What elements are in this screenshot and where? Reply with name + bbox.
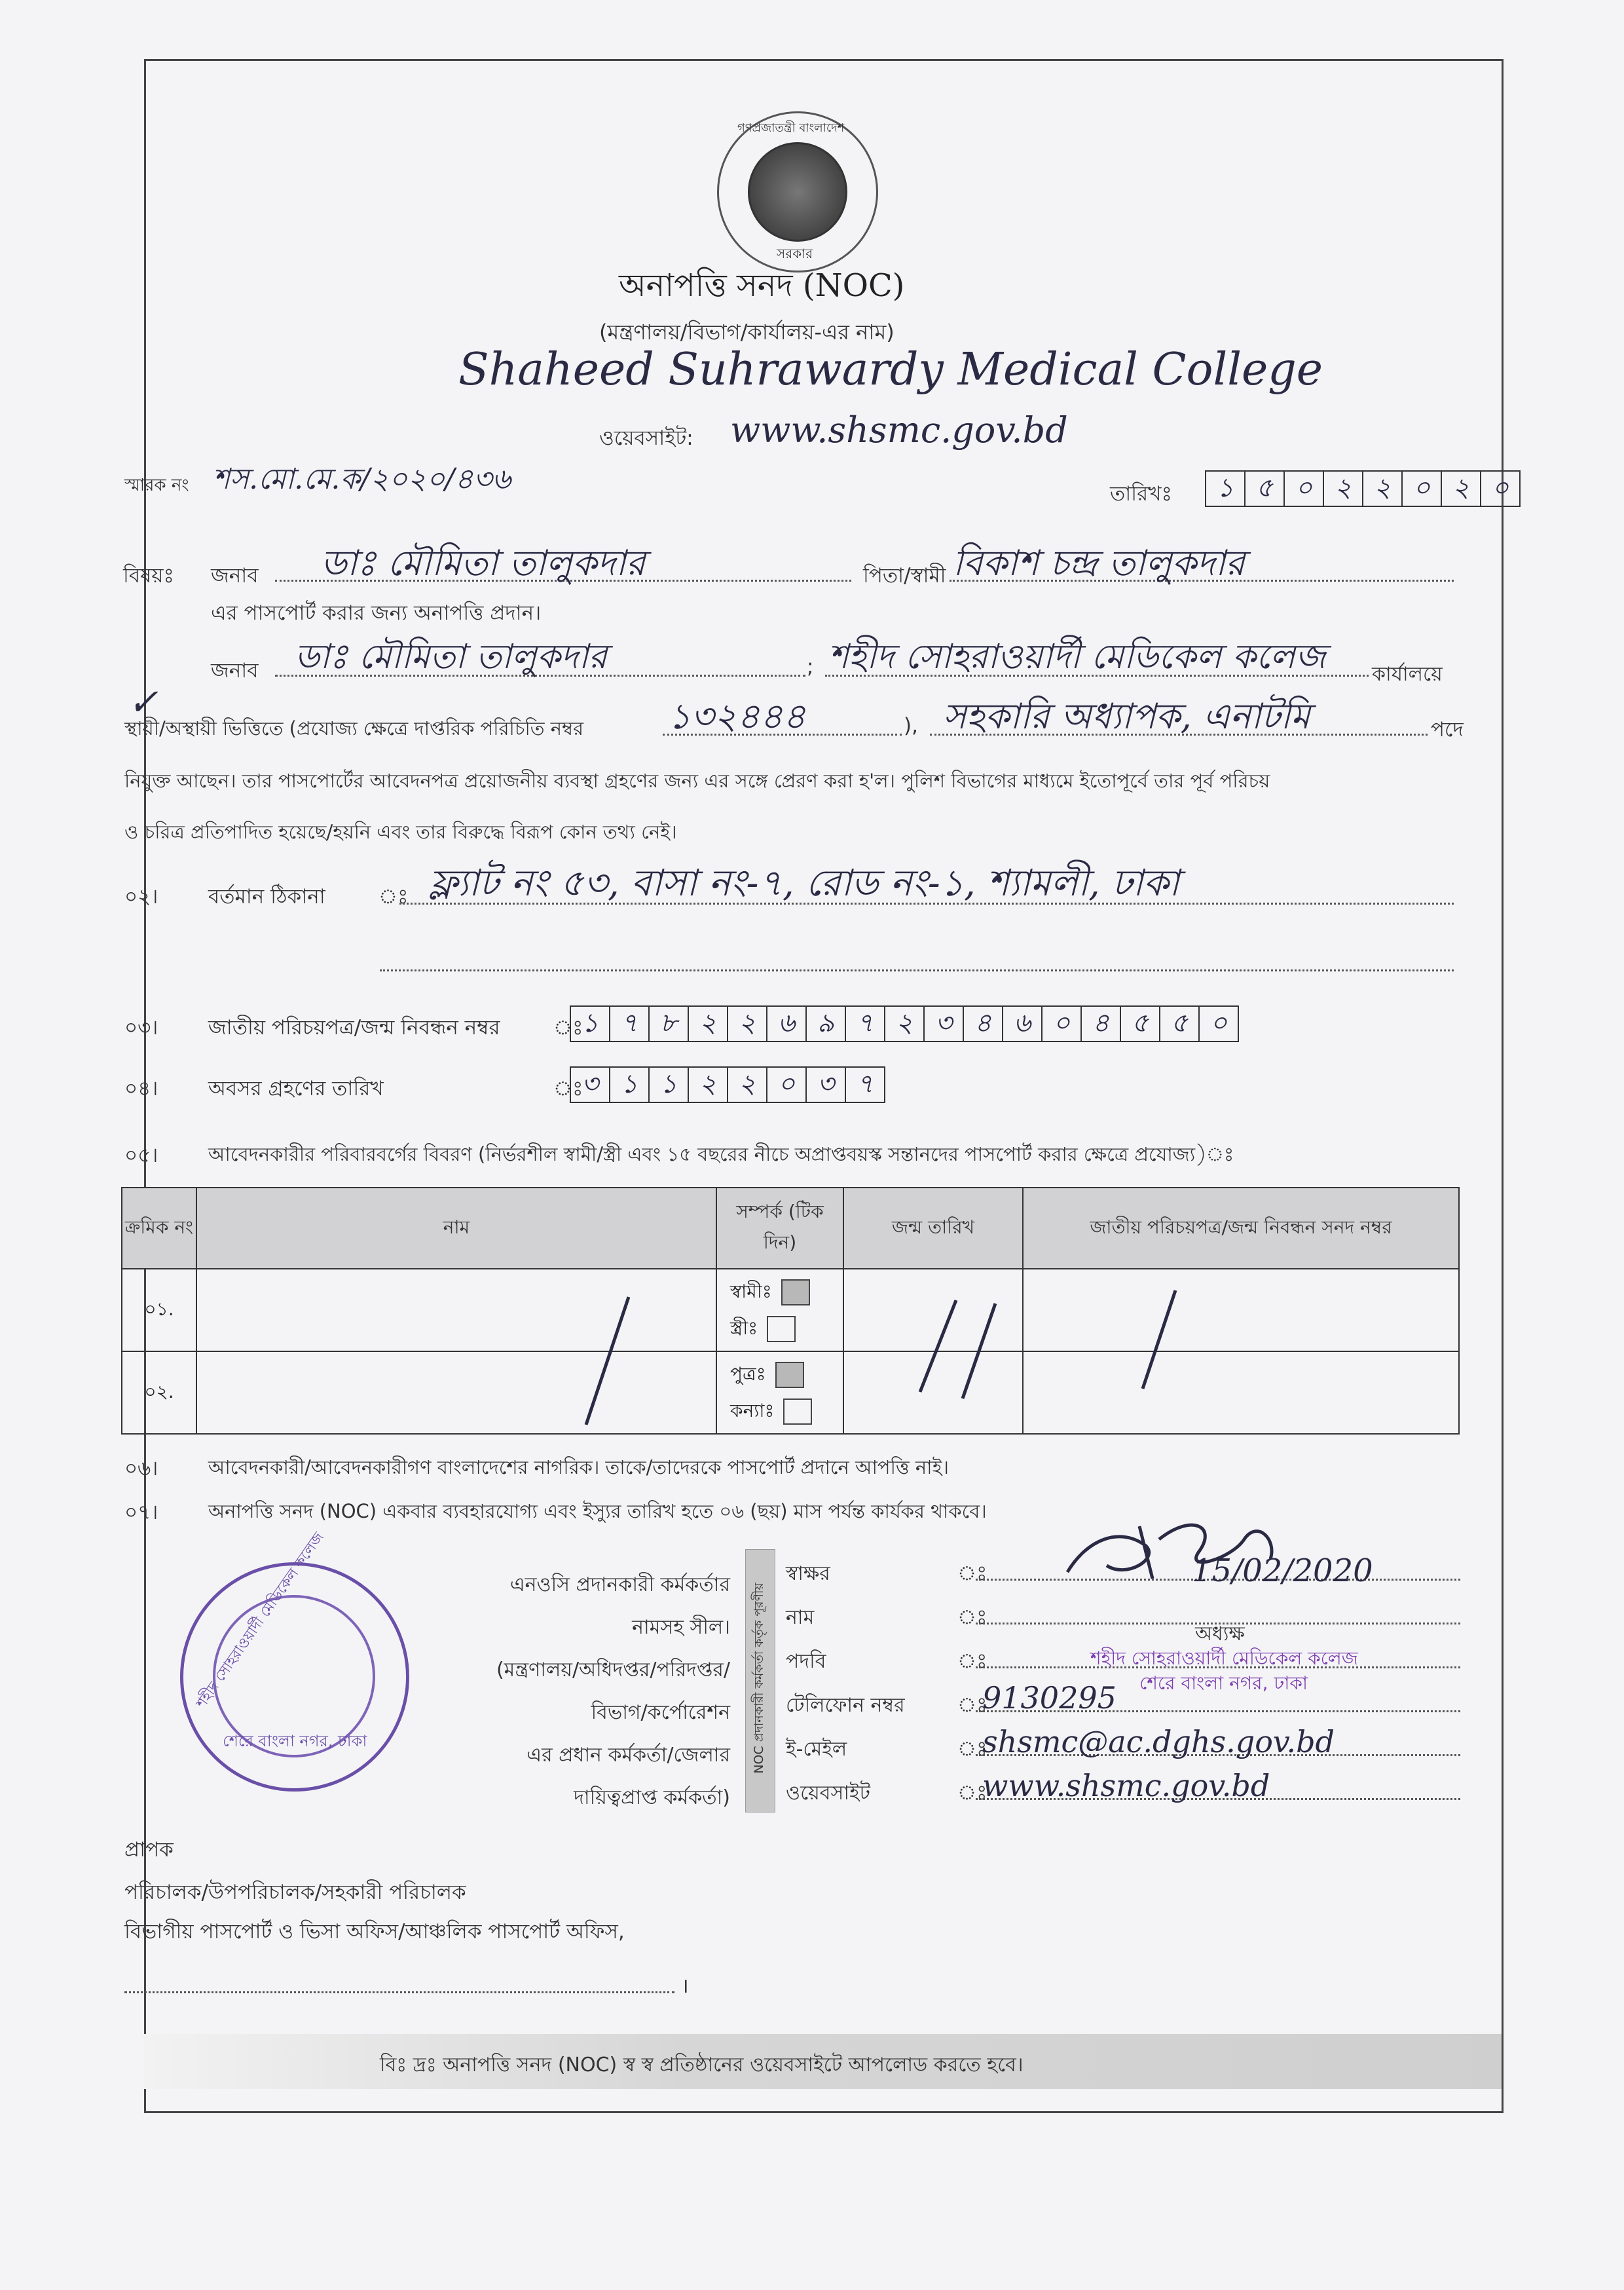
memo-number: শস.মো.মে.ক/২০২০/৪৩৬ bbox=[213, 462, 511, 496]
th-dob: জন্ম তারিখ bbox=[843, 1188, 1023, 1269]
item02-colon: ঃ bbox=[378, 885, 409, 909]
date-digit: ২ bbox=[1324, 472, 1363, 506]
date-digit: ০ bbox=[1491, 472, 1509, 503]
item04-colon: ঃ bbox=[553, 1077, 583, 1100]
item03-num: ০৩। bbox=[124, 1016, 158, 1040]
nid-digit: ৪ bbox=[964, 1007, 1003, 1041]
date-digit: ০ bbox=[1403, 472, 1442, 506]
father-name: বিকাশ চন্দ্র তালুকদার bbox=[953, 542, 1245, 584]
nid-digit: ২ bbox=[689, 1007, 728, 1041]
item02-label: বর্তমান ঠিকানা bbox=[208, 885, 325, 909]
officer-caption-line: বিভাগ/কর্পোরেশন bbox=[591, 1701, 730, 1724]
seal-outer-text: শহীদ সোহরাওয়ার্দী মেডিকেল কলেজ bbox=[193, 1529, 327, 1712]
retire-digit: ৭ bbox=[856, 1068, 874, 1099]
body-line-c: ও চরিত্র প্রতিপাদিত হয়েছে/হয়নি এবং তার বিরুদ্ধে বিরূপ কোন তথ্য নেই। bbox=[124, 821, 677, 843]
nid-digit: ৯ bbox=[807, 1007, 846, 1041]
nid-digit: ৬ bbox=[1003, 1007, 1043, 1041]
officer-caption-line: এনওসি প্রদানকারী কর্মকর্তার bbox=[509, 1573, 730, 1596]
item06-num: ০৬। bbox=[124, 1457, 158, 1480]
officer-field-label: পদবি bbox=[786, 1650, 826, 1673]
item06-text: আবেদনকারী/আবেদনকারীগণ বাংলাদেশের নাগরিক। তাকে/তাদেরকে পাসপোর্ট প্রদানে আপত্তি নাই। bbox=[208, 1456, 950, 1478]
date-label: তারিখঃ bbox=[1110, 482, 1173, 506]
nid-digit: ৭ bbox=[610, 1007, 650, 1041]
vertical-band-text: NOC প্রদানকারী কর্মকর্তা কর্তৃক পূরণীয় bbox=[752, 1583, 766, 1774]
recipient-line1: পরিচালক/উপপরিচালক/সহকারী পরিচালক bbox=[124, 1881, 466, 1904]
stamp-line-2: শেরে বাংলা নগর, ঢাকা bbox=[1139, 1672, 1308, 1694]
nid-digit: ০ bbox=[1209, 1007, 1227, 1038]
organization-name: Shaheed Suhrawardy Medical College bbox=[458, 344, 1323, 396]
address-value: ফ্ল্যাট নং ৫৩, বাসা নং-৭, রোড নং-১, শ্যামলী, ঢাকা bbox=[429, 862, 1179, 905]
recipient-line3-end: । bbox=[681, 1974, 689, 1998]
officer-field-label: ই-মেইল bbox=[786, 1738, 847, 1761]
date-digit: ১ bbox=[1206, 472, 1246, 506]
nid-digit: ৪ bbox=[1082, 1007, 1121, 1041]
body-line-b: নিযুক্ত আছেন। তার পাসপোর্টের আবেদনপত্র প্রয়োজনীয় ব্যবস্থা গ্রহণের জন্য এর সঙ্গে প্রেরণ করা হ'ল। পুলিশ বিভাগের মাধ্যমে ইতোপূর্বে তার পূর্ব পরিচয় bbox=[124, 770, 1270, 792]
officer-caption-line: নামসহ সীল। bbox=[632, 1616, 730, 1639]
item04-label: অবসর গ্রহণের তারিখ bbox=[208, 1077, 384, 1100]
officer-field-value: 9130295 bbox=[982, 1680, 1116, 1716]
officer-field-label: টেলিফোন নম্বর bbox=[786, 1694, 905, 1717]
recipient-label: প্রাপক bbox=[124, 1838, 174, 1862]
item04-num: ০৪। bbox=[124, 1077, 158, 1100]
officer-field-label: নাম bbox=[786, 1606, 815, 1629]
officer-field-colon: ঃ bbox=[957, 1781, 987, 1805]
th-nid: জাতীয় পরিচয়পত্র/জন্ম নিবন্ধন সনদ নম্বর bbox=[1023, 1188, 1459, 1269]
nid-digit: ৫ bbox=[1160, 1007, 1200, 1041]
applicant-name-2: ডাঃ মৌমিতা তালুকদার bbox=[295, 637, 608, 677]
officer-field-colon: ঃ bbox=[957, 1562, 987, 1585]
row2-serial: ০২. bbox=[122, 1351, 196, 1434]
item05-text: আবেদনকারীর পরিবারবর্গের বিবরণ (নির্ভরশীল স্বামী/স্ত্রী এবং ১৫ বছরের নীচে অপ্রাপ্তবয়স্ক সন্তানদের পাসপোর্ট করার ক্ষেত্রে প্রযোজ্য)ঃ bbox=[208, 1143, 1234, 1165]
ministry-caption: (মন্ত্রণালয়/বিভাগ/কার্যালয়-এর নাম) bbox=[599, 320, 895, 345]
post-title: সহকারি অধ্যাপক, এনাটমি bbox=[943, 696, 1310, 737]
stamp-line-1: শহীদ সোহরাওয়ার্দী মেডিকেল কলেজ bbox=[1090, 1647, 1358, 1669]
stamp-title: অধ্যক্ষ bbox=[1195, 1623, 1245, 1645]
father-label: পিতা/স্বামী bbox=[863, 564, 946, 588]
officer-field-label: স্বাক্ষর bbox=[786, 1562, 830, 1585]
item07-text: অনাপত্তি সনদ (NOC) একবার ব্যবহারযোগ্য এবং ইস্যুর তারিখ হতে ০৬ (ছয়) মাস পর্যন্ত কার্যকর থাকবে। bbox=[208, 1500, 987, 1522]
relation-option: কন্যাঃ bbox=[730, 1400, 775, 1421]
footer-note: বিঃ দ্রঃ অনাপত্তি সনদ (NOC) স্ব স্ব প্রতিষ্ঠানের ওয়েবসাইটে আপলোড করতে হবে। bbox=[380, 2054, 1024, 2076]
retire-digit: ১ bbox=[650, 1068, 689, 1102]
college-round-seal bbox=[180, 1529, 409, 1792]
paren: ), bbox=[904, 714, 918, 738]
item05-num: ০৫। bbox=[124, 1144, 158, 1167]
officer-field-value: shsmc@ac.dghs.gov.bd bbox=[982, 1724, 1335, 1759]
website-label: ওয়েবসাইট: bbox=[599, 426, 693, 450]
date-digit: ২ bbox=[1442, 472, 1481, 506]
officer-caption-line: (মন্ত্রণালয়/অধিদপ্তর/পরিদপ্তর/ bbox=[496, 1659, 730, 1681]
officer-field-colon: ঃ bbox=[957, 1649, 987, 1673]
document-title: অনাপত্তি সনদ (NOC) bbox=[619, 267, 905, 304]
office-name: শহীদ সোহরাওয়ার্দী মেডিকেল কলেজ bbox=[828, 637, 1326, 677]
applicant-name: ডাঃ মৌমিতা তালুকদার bbox=[321, 542, 646, 584]
semicolon: ; bbox=[807, 655, 814, 679]
relation-option: পুত্রঃ bbox=[730, 1363, 766, 1385]
office-suffix: কার্যালয়ে bbox=[1372, 663, 1443, 686]
nid-digit: ৩ bbox=[925, 1007, 964, 1041]
item07-num: ০৭। bbox=[124, 1501, 158, 1524]
officer-field-colon: ঃ bbox=[957, 1605, 987, 1629]
retire-digit: ২ bbox=[728, 1068, 767, 1102]
relation-option: স্ত্রীঃ bbox=[730, 1317, 758, 1339]
body-janab: জনাব bbox=[211, 659, 259, 683]
nid-digit: ২ bbox=[728, 1007, 767, 1041]
officer-field-colon: ঃ bbox=[957, 1737, 987, 1761]
official-id: ১৩২৪৪৪ bbox=[668, 696, 806, 737]
signature-date: 15/02/2020 bbox=[1192, 1552, 1373, 1589]
vertical-band bbox=[745, 1549, 775, 1812]
retire-digit: ০ bbox=[767, 1068, 807, 1102]
th-relation: সম্পর্ক (টিক দিন) bbox=[716, 1188, 843, 1269]
officer-field-colon: ঃ bbox=[957, 1693, 987, 1717]
relation-option: স্বামীঃ bbox=[730, 1281, 772, 1302]
th-name: নাম bbox=[196, 1188, 716, 1269]
post-suffix: পদে bbox=[1431, 718, 1464, 741]
officer-caption-line: এর প্রধান কর্মকর্তা/জেলার bbox=[526, 1744, 730, 1767]
date-digit: ৫ bbox=[1246, 472, 1285, 506]
nid-digit: ৭ bbox=[846, 1007, 885, 1041]
seal-bottom-text: শেরে বাংলা নগর, ঢাকা bbox=[223, 1732, 367, 1750]
recipient-dotline bbox=[124, 1991, 674, 1993]
memo-label: স্মারক নং bbox=[124, 476, 189, 495]
row1-serial: ০১. bbox=[122, 1269, 196, 1351]
nid-digit: ১ bbox=[571, 1007, 610, 1041]
retire-digit: ১ bbox=[610, 1068, 650, 1102]
tick-mark: ✓ bbox=[128, 681, 158, 724]
th-serial: ক্রমিক নং bbox=[122, 1188, 196, 1269]
item03-label: জাতীয় পরিচয়পত্র/জন্ম নিবন্ধন নম্বর bbox=[208, 1016, 500, 1040]
subject-label: বিষয়ঃ bbox=[123, 564, 175, 588]
nid-digit: ৬ bbox=[767, 1007, 807, 1041]
retire-digit: ৩ bbox=[571, 1068, 610, 1102]
officer-field-value: www.shsmc.gov.bd bbox=[982, 1768, 1270, 1803]
emblem-top-text: গণপ্রজাতন্ত্রী বাংলাদেশ bbox=[737, 121, 845, 135]
retire-digit: ৩ bbox=[807, 1068, 846, 1102]
nid-digit: ৫ bbox=[1121, 1007, 1160, 1041]
emblem-bottom-text: সরকার bbox=[777, 246, 813, 261]
nid-digit: ২ bbox=[885, 1007, 925, 1041]
date-digit: ০ bbox=[1285, 472, 1324, 506]
item03-colon: ঃ bbox=[553, 1016, 583, 1040]
body-line-a: স্থায়ী/অস্থায়ী ভিত্তিতে (প্রযোজ্য ক্ষেত্রে দাপ্তরিক পরিচিতি নম্বর bbox=[124, 717, 584, 740]
recipient-line2: বিভাগীয় পাসপোর্ট ও ভিসা অফিস/আঞ্চলিক পাসপোর্ট অফিস, bbox=[124, 1920, 625, 1943]
nid-digit: ৮ bbox=[650, 1007, 689, 1041]
subject-line2: এর পাসপোর্ট করার জন্য অনাপত্তি প্রদান। bbox=[211, 601, 542, 625]
date-digit: ২ bbox=[1363, 472, 1403, 506]
nid-digit: ০ bbox=[1043, 1007, 1082, 1041]
website-value: www.shsmc.gov.bd bbox=[730, 409, 1068, 451]
officer-field-label: ওয়েবসাইট bbox=[786, 1782, 870, 1805]
officer-caption-line: দায়িত্বপ্রাপ্ত কর্মকর্তা) bbox=[574, 1786, 730, 1809]
item02-num: ০২। bbox=[124, 885, 158, 909]
janab-label: জনাব bbox=[211, 564, 259, 588]
retire-digit: ২ bbox=[689, 1068, 728, 1102]
